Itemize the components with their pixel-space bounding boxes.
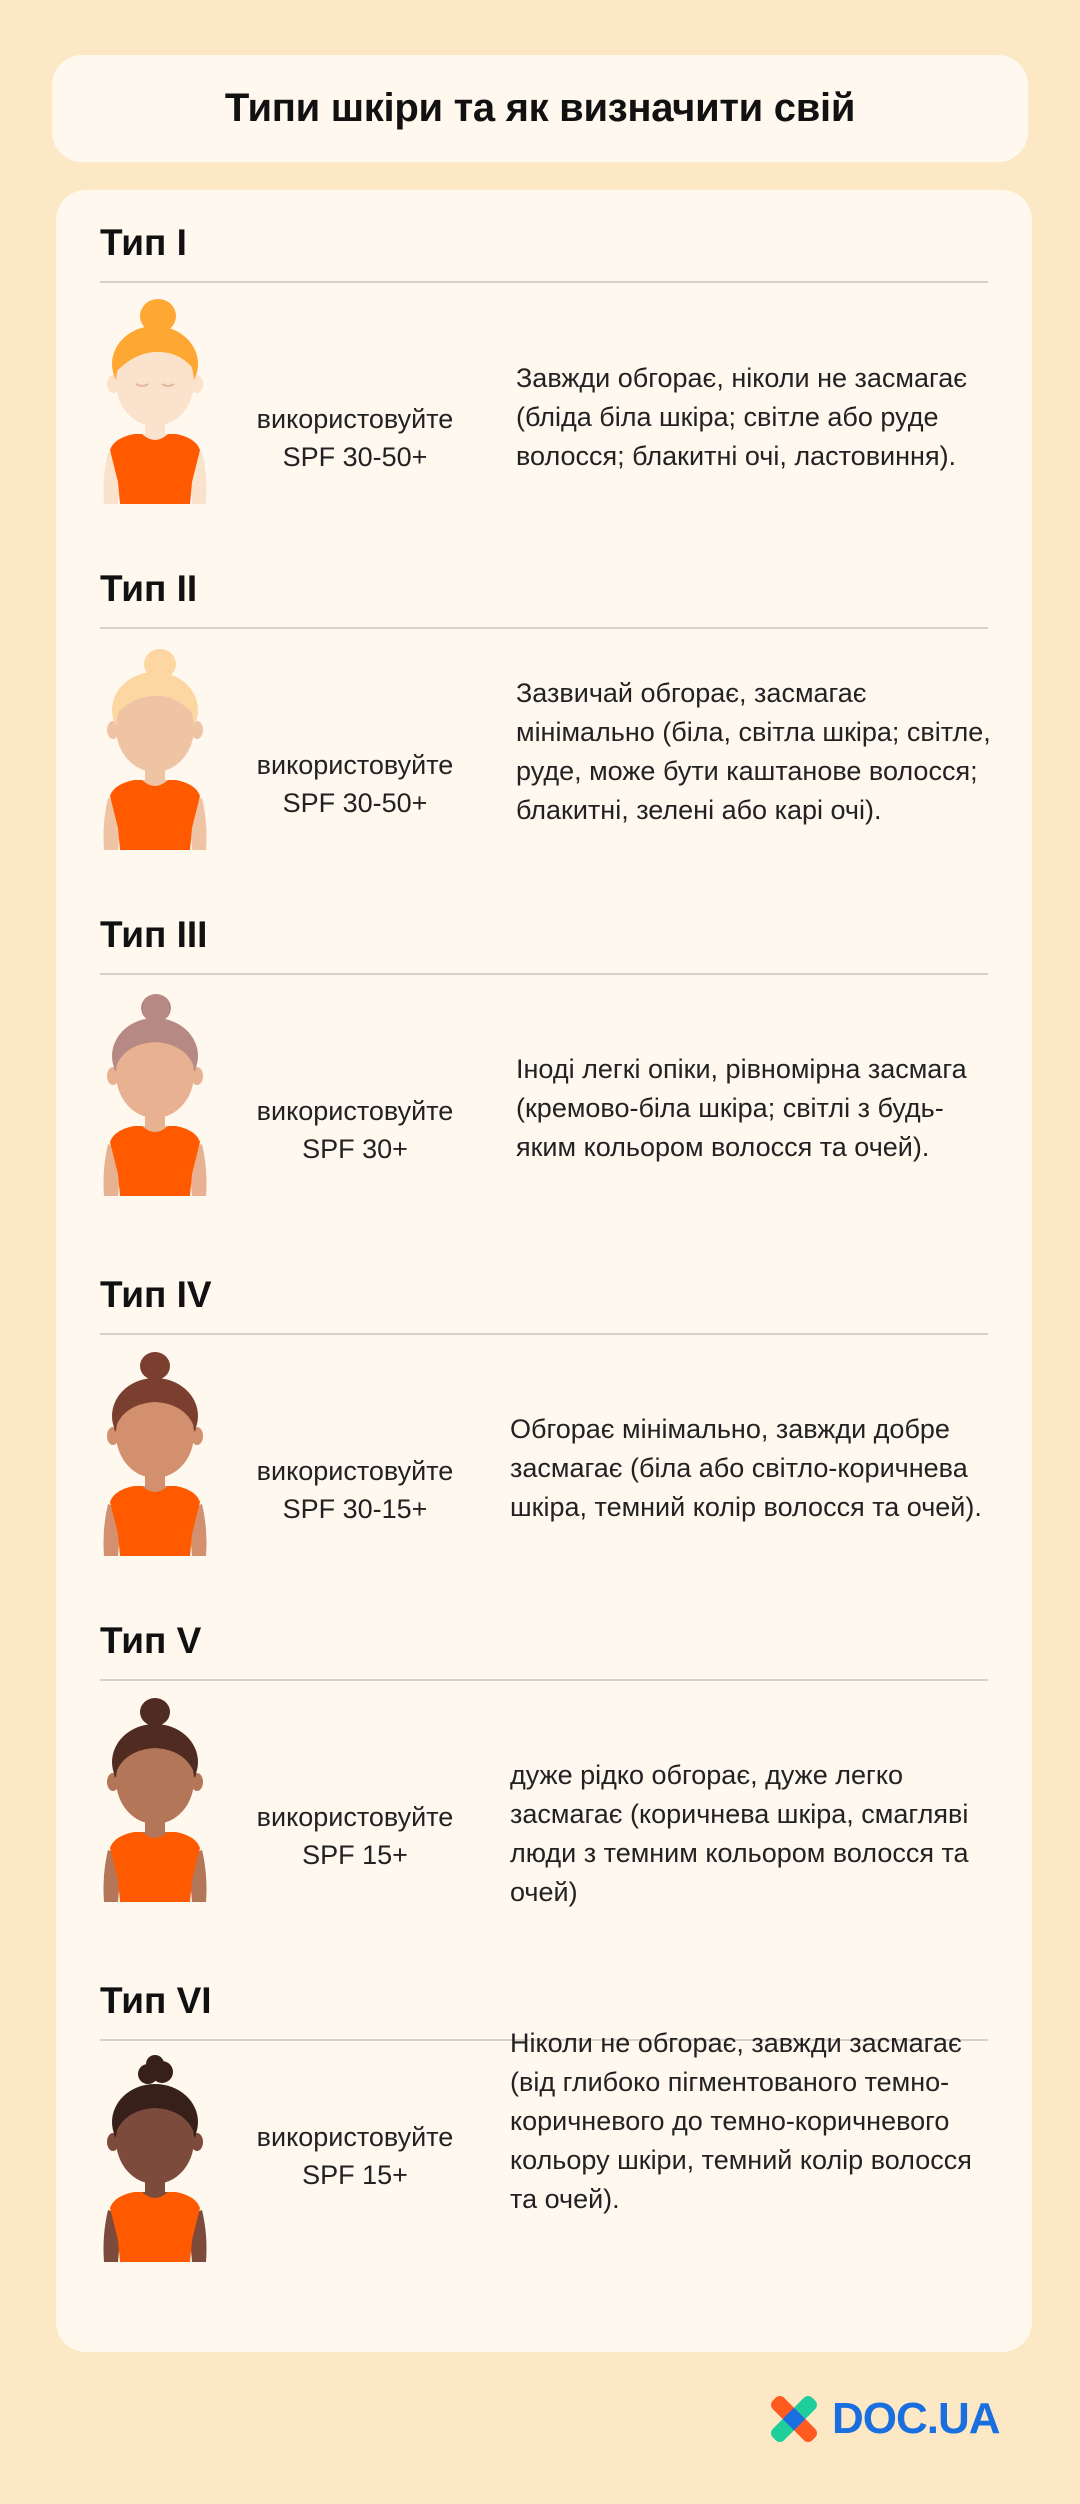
spf-label: використовуйте [256,404,454,434]
skin-type-description: Ніколи не обгорає, завжди засмагає (від глибоко пігментованого темно-коричневого до темно-коричневого кольору шкіри, темний колір волосся та очей). [510,2028,972,2214]
person-avatar-icon [100,1344,210,1564]
person-avatar-icon [100,638,210,858]
page-title: Типи шкіри та як визначити свій [224,86,856,130]
divider [100,627,988,629]
skin-type-description: Завжди обгорає, ніколи не засмагає (бліда біла шкіра; світле або руде волосся; блакитні очі, ластовиння). [516,363,968,471]
skin-type-title: Тип II [100,568,198,609]
skin-type-description: дуже рідко обгорає, дуже легко засмагає (коричнева шкіра, смагляві люди з темним кольором волосся та очей) [510,1760,969,1907]
spf-label: використовуйте [256,2122,454,2152]
skin-type-title: Тип IV [100,1274,212,1315]
spf-recommendation [240,2118,470,2194]
skin-type-description: Зазвичай обгорає, засмагає мінімально (біла, світла шкіра; світле, руде, може бути каштанове волосся; блакитні, зелені або карі очі). [516,678,991,825]
skin-types-card [56,190,1032,2352]
spf-label: використовуйте [256,1096,454,1126]
skin-type-description: Обгорає мінімально, завжди добре засмагає (біла або світло-коричнева шкіра, темний колір волосся та очей). [510,1414,982,1522]
spf-label: використовуйте [256,1802,454,1832]
doc-ua-logo [764,2389,1034,2449]
skin-type-title: Тип V [100,1620,202,1661]
person-avatar-icon [100,1690,210,1910]
divider [100,973,988,975]
spf-recommendation [240,1452,470,1528]
spf-value: SPF 30+ [302,1134,408,1164]
skin-type-title: Тип I [100,222,187,263]
spf-recommendation [240,1798,470,1874]
spf-value: SPF 15+ [302,2160,408,2190]
person-avatar-icon [100,984,210,1204]
person-avatar-icon [100,2050,210,2270]
skin-type-description: Іноді легкі опіки, рівномірна засмага (кремово-біла шкіра; світлі з будь-яким кольором волосся та очей). [516,1054,967,1162]
divider [100,281,988,283]
spf-label: використовуйте [256,1456,454,1486]
title-card [52,55,1028,162]
divider [100,1679,988,1681]
spf-recommendation [240,400,470,476]
medical-cross-icon [764,2389,824,2449]
spf-value: SPF 30-15+ [282,1494,428,1524]
spf-label: використовуйте [256,750,454,780]
skin-type-title: Тип III [100,914,208,955]
spf-value: SPF 15+ [302,1840,408,1870]
spf-recommendation [240,746,470,822]
skin-type-title: Тип VI [100,1980,212,2021]
spf-value: SPF 30-50+ [282,788,428,818]
logo-text: DOC.UA [832,2394,1000,2443]
spf-recommendation [240,1092,470,1168]
person-avatar-icon [100,292,210,512]
spf-value: SPF 30-50+ [282,442,428,472]
divider [100,1333,988,1335]
